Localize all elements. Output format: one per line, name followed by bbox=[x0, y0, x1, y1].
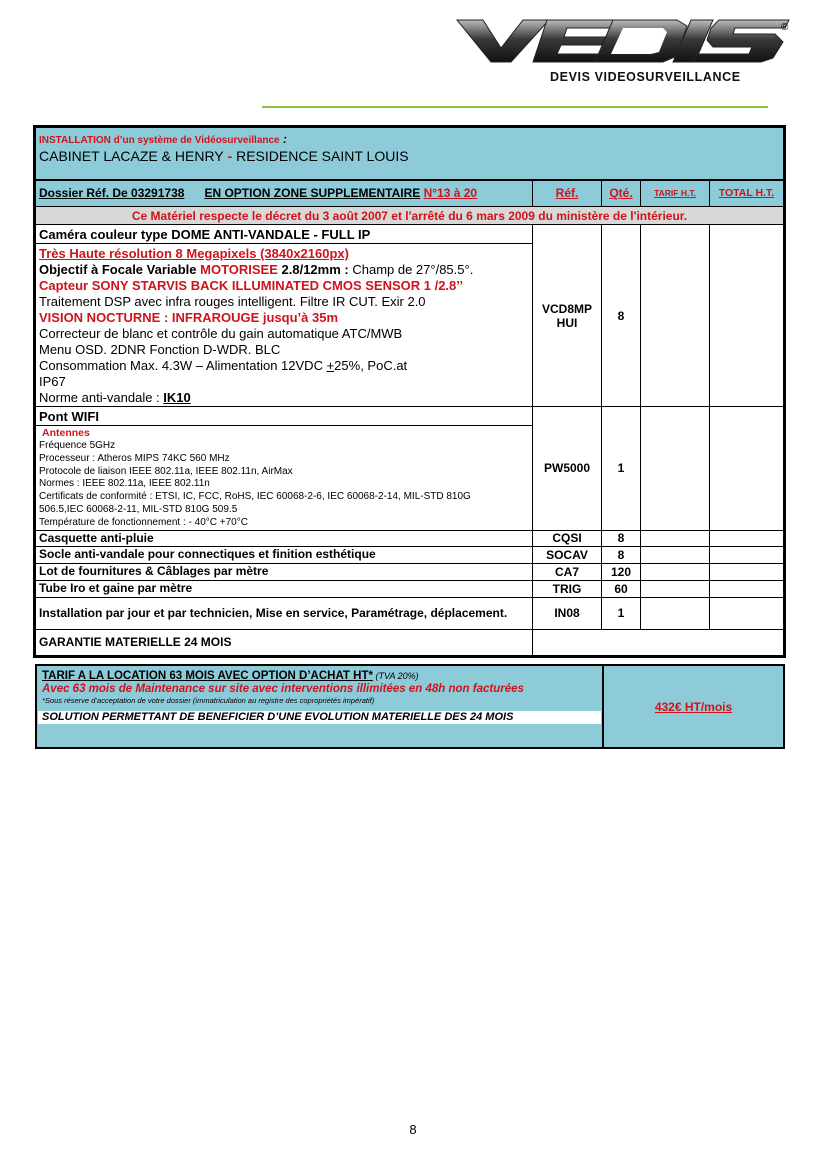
camera-tarif bbox=[641, 225, 710, 407]
camera-dsp: Traitement DSP avec infra rouges intelligent. Filtre IR CUT. Exir 2.0 bbox=[39, 294, 426, 309]
camera-description: Caméra couleur type DOME ANTI-VANDALE - FULL IP Très Haute résolution 8 Megapixels (3840x2160px) Objectif à Focale Variable MOTORISEE 2.8/12mm : Champ de 27°/85.5°. Capteur SONY STARVIS BACK ILLUMINATED CMOS SENSOR 1 /2.8’’ Traitement DSP avec infra rouges intelligent. Filtre IR CUT. Exir 2.0 VISION NOCTURNE : INFRAROUGE jusqu’à 35m Correcteur de blanc et contrôle du gain automatique ATC/MWB Menu OSD. 2DNR Fonction D-WDR. BLC Consommation Max. 4.3W – Alimentation 12VDC +25%, PoC.at IP67 Norme anti-vandale : IK10 bbox=[36, 225, 533, 407]
guarantee: GARANTIE MATERIELLE 24 MOIS bbox=[36, 629, 533, 655]
camera-menu: Menu OSD. 2DNR Fonction D-WDR. BLC bbox=[39, 342, 281, 357]
camera-ref: VCD8MP HUI bbox=[533, 225, 602, 407]
wifi-tarif bbox=[641, 407, 710, 531]
client-name: CABINET LACAZE & HENRY bbox=[39, 148, 224, 164]
wifi-ref: PW5000 bbox=[533, 407, 602, 531]
item-label: Lot de fournitures & Câblages par mètre bbox=[36, 563, 533, 580]
logo-tagline: DEVIS VIDEOSURVEILLANCE bbox=[550, 70, 741, 84]
wifi-spec-line: Normes : IEEE 802.11a, IEEE 802.11n bbox=[39, 478, 210, 490]
camera-title: Caméra couleur type DOME ANTI-VANDALE - FULL IP bbox=[36, 226, 532, 244]
camera-total bbox=[710, 225, 784, 407]
item-qty: 8 bbox=[602, 546, 641, 563]
item-qty: 120 bbox=[602, 563, 641, 580]
item-ref: CQSI bbox=[533, 530, 602, 546]
wifi-title: Pont WIFI bbox=[36, 408, 532, 426]
wifi-spec-line: Température de fonctionnement : - 40°C +70°C bbox=[39, 516, 248, 528]
item-label: Installation par jour et par technicien, Mise en service, Paramétrage, déplacement. bbox=[36, 597, 533, 629]
dossier-ref: Dossier Réf. De 03291738 bbox=[39, 186, 185, 201]
green-divider bbox=[262, 106, 768, 108]
wifi-total bbox=[710, 407, 784, 531]
rental-note: *Sous réserve d’acceptation de votre dossier (immatriculation au registre des copropriétés impératif) bbox=[42, 696, 375, 705]
dossier-cell bbox=[36, 180, 533, 207]
decree-notice: Ce Matériel respecte le décret du 3 août 2007 et l'arrêté du 6 mars 2009 du ministère de l'intérieur. bbox=[36, 207, 784, 225]
camera-corrector: Correcteur de blanc et contrôle du gain automatique ATC/MWB bbox=[39, 326, 403, 341]
rental-table bbox=[35, 664, 785, 749]
col-tarif-header: TARIF H.T. bbox=[641, 180, 710, 207]
rental-solution: SOLUTION PERMETTANT DE BENEFICIER D’UNE EVOLUTION MATERIELLE DES 24 MOIS bbox=[38, 711, 601, 724]
quote-table bbox=[35, 127, 784, 656]
item-ref: SOCAV bbox=[533, 546, 602, 563]
rental-description: TARIF A LA LOCATION 63 MOIS AVEC OPTION D’ACHAT HT* (TVA 20%) Avec 63 mois de Maintenance sur site avec interventions illimitées en 48h non facturées *Sous réserve d’acceptation de votre dossier (immatriculation au registre des copropriétés impératif) SOLUTION PERMETTANT DE BENEFICIER D’UNE EVOLUTION MATERIELLE DES 24 MOIS bbox=[36, 665, 603, 748]
option-number: N°13 à 20 bbox=[423, 186, 478, 201]
item-label: Socle anti-vandale pour connectiques et finition esthétique bbox=[36, 546, 533, 563]
wifi-qty: 1 bbox=[602, 407, 641, 531]
camera-vision: VISION NOCTURNE : INFRAROUGE jusqu’à 35m bbox=[39, 310, 339, 325]
col-total-header: TOTAL H.T. bbox=[710, 180, 784, 207]
wifi-description bbox=[36, 407, 533, 531]
item-qty: 60 bbox=[602, 580, 641, 597]
col-qty-header: Qté. bbox=[602, 180, 641, 207]
site-name: RESIDENCE SAINT LOUIS bbox=[236, 148, 409, 164]
item-ref: TRIG bbox=[533, 580, 602, 597]
item-qty: 1 bbox=[602, 597, 641, 629]
col-ref-header: Réf. bbox=[533, 180, 602, 207]
install-label: INSTALLATION d’un système de Vidéosurveillance bbox=[39, 135, 280, 146]
vedis-logo bbox=[455, 14, 790, 89]
item-label: Casquette anti-pluie bbox=[36, 530, 533, 546]
item-qty: 8 bbox=[602, 530, 641, 546]
item-ref: IN08 bbox=[533, 597, 602, 629]
camera-qty: 8 bbox=[602, 225, 641, 407]
camera-resolution: Très Haute résolution 8 Megapixels (3840x2160px) bbox=[39, 246, 349, 261]
wifi-spec-line: Processeur : Atheros MIPS 74KC 560 MHz bbox=[39, 452, 230, 464]
wifi-spec-line: 506.5,IEC 60068-2-11, MIL-STD 810G 509.5 bbox=[39, 503, 238, 515]
wifi-antennes: Antennes bbox=[42, 427, 90, 439]
option-label: EN OPTION ZONE SUPPLEMENTAIRE bbox=[204, 186, 421, 201]
item-label: Tube Iro et gaine par mètre bbox=[36, 580, 533, 597]
wifi-spec-line: Protocole de liaison IEEE 802.11a, IEEE 802.11n, AirMax bbox=[39, 465, 293, 477]
rental-title: TARIF A LA LOCATION 63 MOIS AVEC OPTION D’ACHAT HT* bbox=[42, 670, 373, 682]
wifi-spec-line: Fréquence 5GHz bbox=[39, 440, 116, 451]
wifi-spec-line: Certificats de conformité : ETSI, IC, FCC, RoHS, IEC 60068-2-6, IEC 60068-2-14, MIL-STD 810G bbox=[39, 491, 471, 503]
rental-price-cell bbox=[603, 665, 784, 748]
installation-header: INSTALLATION d’un système de Vidéosurveillance : CABINET LACAZE & HENRY - RESIDENCE SAINT LOUIS bbox=[36, 128, 784, 180]
page-number: 8 bbox=[409, 1122, 417, 1137]
registered-mark: ® bbox=[781, 22, 789, 33]
camera-sensor: Capteur SONY STARVIS BACK ILLUMINATED CMOS SENSOR 1 /2.8’’ bbox=[39, 278, 464, 293]
camera-ip: IP67 bbox=[39, 374, 66, 389]
rental-maintenance: Avec 63 mois de Maintenance sur site avec interventions illimitées en 48h non facturées bbox=[42, 683, 524, 695]
item-ref: CA7 bbox=[533, 563, 602, 580]
rental-price: 432€ HT/mois bbox=[654, 699, 733, 714]
